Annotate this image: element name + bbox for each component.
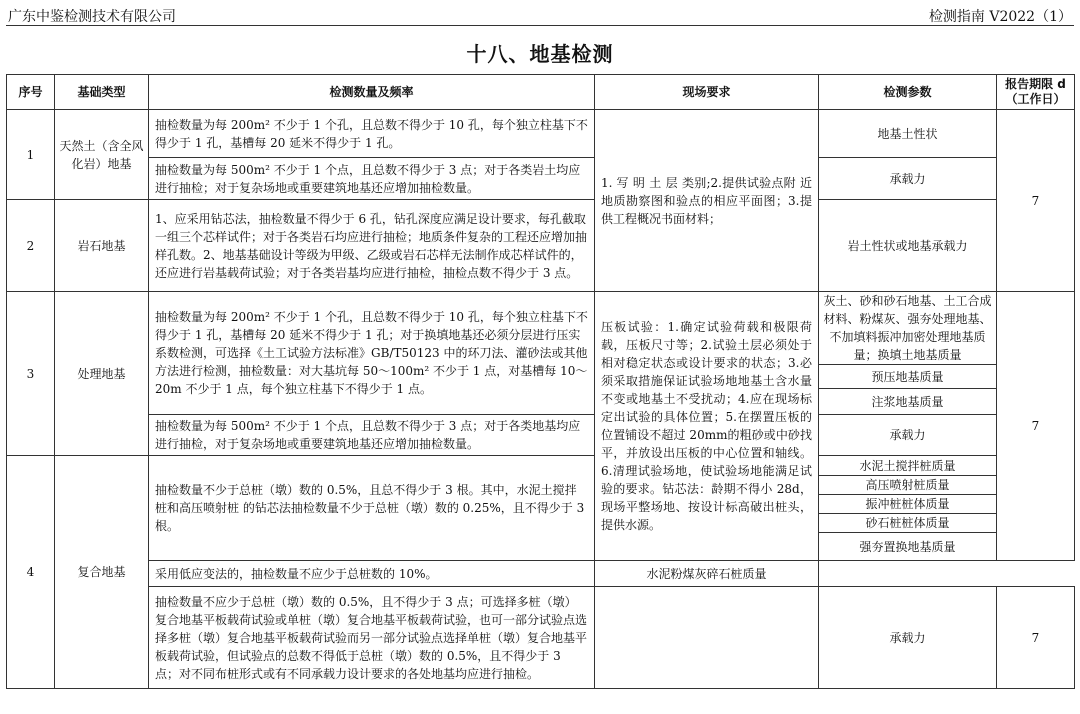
document-version: 检测指南 V2022（1） xyxy=(928,9,1072,25)
row4-param-2: 高压喷射桩质量 xyxy=(819,476,997,495)
col-header-params: 检测参数 xyxy=(819,75,997,110)
page-title: 十八、地基检测 xyxy=(466,42,614,66)
site-requirements-top: 1. 写 明 土 层 类别;2.提供试验点附 近地质勘察图和验点的相应平面图；3.提供工程概况书面材料； xyxy=(595,110,819,292)
table-row xyxy=(7,158,1075,200)
period-last: 7 xyxy=(997,587,1075,689)
row4-param-5: 强夯置换地基质量 xyxy=(819,533,997,561)
row1-qty-b: 抽检数量为每 500m² 不少于 1 个点，且总数不得少于 3 点；对于各类岩土均应进行抽检；对于复杂场地或重要建筑地基还应增加抽检数量。 xyxy=(149,158,595,200)
period-header-line1: 报告期限 d xyxy=(1005,77,1066,91)
row3-param-3: 注浆地基质量 xyxy=(819,389,997,415)
company-name: 广东中鉴检测技术有限公司 xyxy=(8,9,176,25)
row1-type: 天然土（含全风化岩）地基 xyxy=(55,110,149,200)
row4-qty-b: 采用低应变法的，抽检数量不应少于总桩数的 10%。 xyxy=(149,561,595,587)
site-requirements-empty xyxy=(595,587,819,689)
site-requirements-bottom: 压板试验：1.确定试验荷载和极限荷载，压板尺寸等；2.试验土层必须处于相对稳定状态或设计要求的状态；3.必须采取措施保证试验场地地基土含水量不变或地基土不受扰动；4.应在现场标定出试验的具体位置；5.在摆置压板的位置铺设不超过 20mm的粗砂或中砂找平，并放设出压板的中心位置和轴线。6.清理试验场地，使试验场地能满足试验的要求。钻芯法：龄期不得小 28d，现场平整场地、按设计标高破出桩头，提供水源。 xyxy=(595,292,819,561)
table-row xyxy=(7,200,1075,292)
table-header-row xyxy=(7,75,1075,110)
row3-qty-b: 抽检数量为每 500m² 不少于 1 个点，且总数不得少于 3 点；对于各类地基均应进行抽检，对于复杂场地或重要建筑地基还应增加抽检数量。 xyxy=(149,415,595,456)
table-row xyxy=(7,456,1075,476)
row2-type: 岩石地基 xyxy=(55,200,149,292)
row2-param: 岩土性状或地基承载力 xyxy=(819,200,997,292)
row4-param-7: 承载力 xyxy=(819,587,997,689)
row4-param-1: 水泥土搅拌桩质量 xyxy=(819,456,997,476)
col-header-seq: 序号 xyxy=(7,75,55,110)
row3-param-2: 预压地基质量 xyxy=(819,365,997,389)
row4-seq: 4 xyxy=(7,456,55,689)
table-row xyxy=(7,110,1075,158)
inspection-table xyxy=(6,74,1075,689)
period-header-line2: （工作日） xyxy=(1005,92,1066,106)
table-row xyxy=(7,587,1075,689)
row2-seq: 2 xyxy=(7,200,55,292)
row1-param-b: 承载力 xyxy=(819,158,997,200)
table-row xyxy=(7,561,1075,587)
row3-qty-a: 抽检数量为每 200m² 不少于 1 个孔，且总数不得少于 10 孔，每个独立柱基下不得少于 1 孔，基槽每 20 延米不得少于 1 孔；对于换填地基还必须分层进行压实系数检测，可选择《土工试验方法标准》GB/T50123 中的环刀法、灌砂法或其他方法进行检测，抽检数量：对大基坑每 50～100m² 不少于 1 点，对基槽每 10～20m 不少于 1 点，每个独立柱基下不得少于 1 点。 xyxy=(149,292,595,415)
col-header-site: 现场要求 xyxy=(595,75,819,110)
row3-param-1: 灰土、砂和砂石地基、土工合成材料、粉煤灰、强夯处理地基、不加填料振冲加密处理地基质量；换填土地基质量 xyxy=(819,292,997,365)
row1-seq: 1 xyxy=(7,110,55,200)
row4-qty-a: 抽检数量不少于总桩（墩）数的 0.5%，且总不得少于 3 根。其中，水泥土搅拌桩和高压喷射桩 的钻芯法抽检数量不少于总桩（墩）数的 0.25%，且不得少于 3 根。 xyxy=(149,456,595,561)
period-mid: 7 xyxy=(997,292,1075,561)
row3-seq: 3 xyxy=(7,292,55,456)
row3-type: 处理地基 xyxy=(55,292,149,456)
col-header-qty: 检测数量及频率 xyxy=(149,75,595,110)
col-header-period xyxy=(997,75,1075,110)
table-row xyxy=(7,292,1075,365)
table-row xyxy=(7,415,1075,456)
row4-param-6: 水泥粉煤灰碎石桩质量 xyxy=(595,561,819,587)
row3-param-4: 承载力 xyxy=(819,415,997,456)
col-header-type: 基础类型 xyxy=(55,75,149,110)
row4-type: 复合地基 xyxy=(55,456,149,689)
period-top: 7 xyxy=(997,110,1075,292)
row1-param-a: 地基土性状 xyxy=(819,110,997,158)
row2-qty: 1、应采用钻芯法，抽检数量不得少于 6 孔，钻孔深度应满足设计要求，每孔截取一组三个芯样试件；对于各类岩石均应进行抽检；地质条件复杂的工程还应增加抽样孔数。2、地基基础设计等级为甲级、乙级或岩石芯样无法制作成芯样试件的，还应进行岩基载荷试验；对于各类岩基均应进行抽检，抽检点数不得少于 3 点。 xyxy=(149,200,595,292)
row4-param-4: 砂石桩桩体质量 xyxy=(819,514,997,533)
header-rule xyxy=(6,25,1074,26)
row1-qty-a: 抽检数量为每 200m² 不少于 1 个孔，且总数不得少于 10 孔，每个独立柱基下不得少于 1 孔，基槽每 20 延米不得少于 1 孔。 xyxy=(149,110,595,158)
row4-qty-c: 抽检数量不应少于总桩（墩）数的 0.5%，且不得少于 3 点；可选择多桩（墩）复合地基平板载荷试验或单桩（墩）复合地基平板载荷试验，也可一部分试验点选择多桩（墩）复合地基平板载荷试验而另一部分试验点选择单桩（墩）复合地基平板载荷试验，但试验点的总数不得低于总桩（墩）数的 0.5%，且不得少于 3 点；对不同布桩形式或有不同承载力设计要求的各处地基均应进行抽检。 xyxy=(149,587,595,689)
row4-param-3: 振冲桩桩体质量 xyxy=(819,495,997,514)
